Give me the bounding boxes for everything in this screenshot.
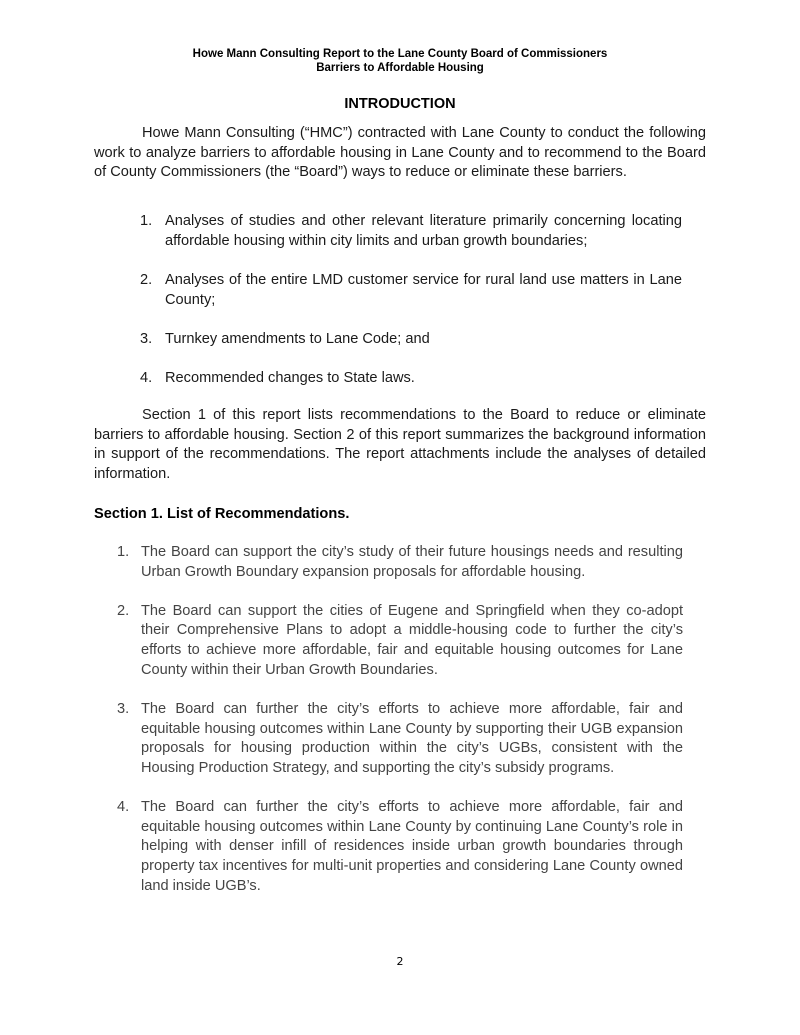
introduction-heading: INTRODUCTION	[344, 96, 456, 112]
list-item-text: Analyses of studies and other relevant literature primarily concerning locating affordable housing within city limits and urban growth boundaries;	[165, 213, 682, 249]
list-item-text: Turnkey amendments to Lane Code; and	[165, 330, 430, 347]
recommendation-item	[117, 798, 683, 897]
recommendation-item	[117, 602, 683, 681]
list-item-number: 4.	[140, 370, 153, 387]
recommendation-number: 3.	[117, 700, 130, 717]
list-item-text: Analyses of the entire LMD customer service for rural land use matters in Lane County;	[165, 271, 682, 308]
report-header-title: Howe Mann Consulting Report to the Lane County Board of Commissioners	[192, 48, 608, 60]
list-item	[140, 212, 682, 251]
list-item	[140, 271, 682, 310]
list-item-number: 2.	[140, 271, 153, 288]
report-header-subtitle: Barriers to Affordable Housing	[316, 62, 484, 74]
recommendation-item	[117, 543, 683, 582]
list-item-number: 1.	[140, 213, 153, 229]
recommendation-number: 1.	[117, 544, 130, 560]
recommendation-number: 4.	[117, 798, 130, 815]
list-item	[140, 369, 682, 389]
recommendation-text: The Board can further the city’s efforts to achieve more affordable, fair and equitable housing outcomes within Lane County by continuing Lane County’s role in helping with denser infill of residences inside urban growth boundaries through property tax incentives for multi-unit properties and considering Lane County owned land inside UGB’s.	[141, 798, 683, 894]
introduction-paragraph: Howe Mann Consulting (“HMC”) contracted with Lane County to conduct the following work to analyze barriers to affordable housing in Lane County and to recommend to the Board of County Commissioners (the “Board”) ways to reduce or eliminate these barriers.	[94, 125, 706, 181]
recommendation-text: The Board can support the cities of Eugene and Springfield when they co-adopt their Comprehensive Plans to adopt a middle-housing code to further the city’s efforts to achieve more affordable, fair and equitable housing outcomes for Lane County within their Urban Growth Boundaries.	[141, 602, 683, 678]
report-header	[0, 47, 800, 75]
sections-overview-paragraph: Section 1 of this report lists recommendations to the Board to reduce or eliminate barriers to affordable housing. Section 2 of this report summarizes the background information in support of the recommendations. The report attachments include the analyses of detailed information.	[94, 407, 706, 483]
recommendation-number: 2.	[117, 602, 130, 619]
list-item-number: 3.	[140, 330, 153, 347]
recommendation-text: The Board can further the city’s efforts to achieve more affordable, fair and equitable housing outcomes within Lane County by supporting their UGB expansion proposals for housing production within the city’s UGBs, consistent with the Housing Production Strategy, and supporting the city’s subsidy programs.	[141, 700, 683, 776]
section-1-heading: Section 1. List of Recommendations.	[94, 506, 350, 522]
page-number: 2	[396, 955, 404, 968]
list-item	[140, 330, 682, 350]
recommendation-text: The Board can support the city’s study of their future housings needs and resulting Urban Growth Boundary expansion proposals for affordable housing.	[141, 544, 683, 580]
recommendations-list	[117, 543, 683, 916]
work-items-list	[140, 212, 682, 408]
list-item-text: Recommended changes to State laws.	[165, 370, 415, 387]
recommendation-item	[117, 700, 683, 779]
